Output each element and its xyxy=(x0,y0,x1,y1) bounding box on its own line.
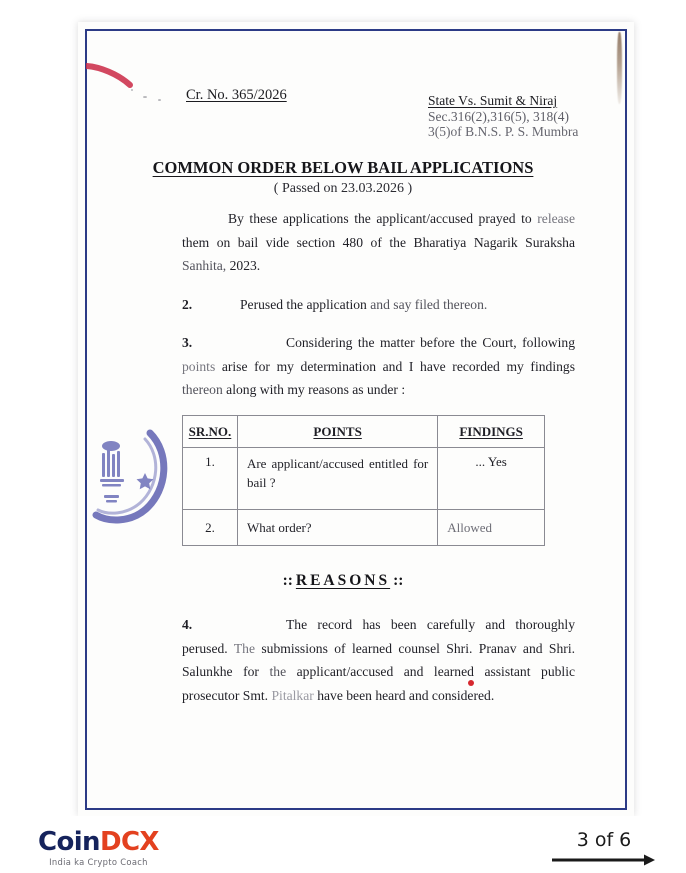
table-header-findings-label: FINDINGS xyxy=(459,423,523,439)
paragraph-4-text-a: The record has been carefully and thoroughly perused. xyxy=(182,617,575,656)
table-row xyxy=(183,448,545,510)
paragraph-4-text-e: applicant/accused and learned assistant public prosecutor Smt. xyxy=(182,664,576,703)
paragraph-3-number: 3. xyxy=(182,335,193,350)
coindcx-logo-wordmark xyxy=(38,828,159,856)
paragraph-2 xyxy=(182,293,575,317)
case-parties: State Vs. Sumit & Niraj xyxy=(428,93,558,108)
paragraph-1-text-b: release xyxy=(537,211,575,226)
paragraph-1-text-e: 2023. xyxy=(229,258,261,273)
paragraph-3-text-e: along with my reasons as under : xyxy=(226,382,406,397)
document-title-text: COMMON ORDER BELOW BAIL APPLICATIONS xyxy=(152,158,534,177)
document-title xyxy=(0,158,686,178)
table-header-sr-no-label: SR.NO. xyxy=(188,423,232,439)
table-header-row xyxy=(183,416,545,448)
table-cell-sr-no: 2. xyxy=(183,510,238,546)
paragraph-3-text-b: points xyxy=(182,358,216,374)
logo-text-secondary: DCX xyxy=(99,827,159,857)
coindcx-logo[interactable] xyxy=(38,828,159,867)
paragraph-3 xyxy=(182,331,575,402)
table-header-sr-no xyxy=(183,416,238,448)
paragraph-4-text-b: The xyxy=(233,640,255,656)
footer-bar xyxy=(0,816,686,873)
paragraph-1 xyxy=(182,207,575,278)
table-cell-finding: Allowed xyxy=(438,510,545,546)
table-header-points xyxy=(237,416,437,448)
logo-tagline: India ka Crypto Coach xyxy=(49,857,148,867)
paragraph-4-text-g: have been heard and considered. xyxy=(317,687,495,703)
paragraph-4-number: 4. xyxy=(182,617,193,632)
paragraph-1-text-d: Sanhita, xyxy=(182,258,227,273)
paragraph-4-text-f: Pitalkar xyxy=(271,687,314,703)
table-cell-point: What order? xyxy=(237,510,437,546)
table-header-findings xyxy=(438,416,545,448)
case-sections: Sec.316(2),316(5), 318(4) xyxy=(428,108,569,124)
paragraph-4 xyxy=(182,613,575,707)
paragraph-3-text-d: thereon xyxy=(182,382,223,397)
page-indicator-label: 3 of 6 xyxy=(576,829,632,851)
paragraph-1-text-a: By these applications the applicant/accused prayed to xyxy=(228,211,532,226)
paragraph-1-text-c: them on bail vide section 480 of the Bharatiya Nagarik Suraksha xyxy=(182,234,575,250)
paragraph-2-number: 2. xyxy=(182,297,193,312)
case-police-station: 3(5)of B.N.S. P. S. Mumbra xyxy=(428,124,579,139)
page-indicator xyxy=(544,830,664,872)
table-header-points-label: POINTS xyxy=(313,423,362,439)
paragraph-4-text-c: submissions of learned counsel Shri. Pranav and Shri. Salunkhe for xyxy=(182,640,575,679)
table-cell-point: Are applicant/accused entitled for bail ? xyxy=(237,448,437,510)
document-subtitle: ( Passed on 23.03.2026 ) xyxy=(273,181,413,196)
paragraph-3-text-c: arise for my determination and I have recorded my findings xyxy=(221,358,575,374)
paragraph-4-text-d: the xyxy=(269,664,287,679)
reasons-heading xyxy=(0,572,686,590)
case-caption-block xyxy=(428,93,588,140)
table-row xyxy=(183,510,545,546)
logo-text-primary: Coin xyxy=(38,827,100,857)
case-number: Cr. No. 365/2026 xyxy=(186,87,287,103)
paragraph-2-text-b: and say filed thereon. xyxy=(370,297,488,312)
paragraph-3-text-a: Considering the matter before the Court, following xyxy=(286,335,575,350)
table-cell-finding: ... Yes xyxy=(438,448,545,510)
arrow-right-icon xyxy=(544,853,664,872)
reasons-right-marks: :: xyxy=(393,572,404,589)
reasons-left-marks: :: xyxy=(282,572,293,589)
reasons-heading-word: REASONS xyxy=(295,572,391,589)
table-cell-sr-no: 1. xyxy=(183,448,238,510)
findings-table xyxy=(182,415,545,546)
paragraph-2-text-a: Perused the application xyxy=(240,297,367,312)
